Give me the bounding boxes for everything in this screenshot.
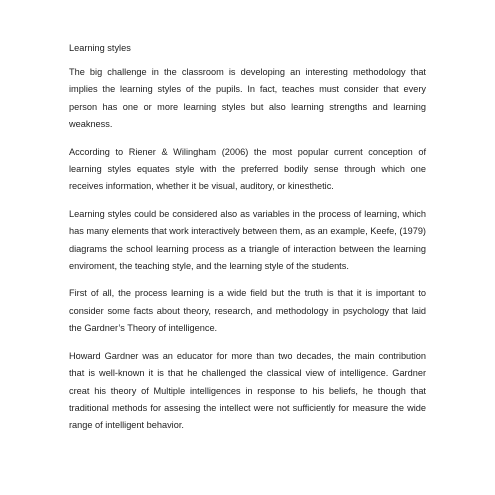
section-heading: Learning styles xyxy=(69,43,131,53)
paragraph-riener-wilingham: According to Riener & Wilingham (2006) the most popular current conception of learning styles equates style with the preferred bodily sense through which one receives information, whether it be visual, auditory, or kinesthetic. xyxy=(69,146,426,192)
paragraph-howard-gardner: Howard Gardner was an educator for more than two decades, the main contribution that is well-known it is that he challenged the classical view of intelligence. Gardner creat his theory of Multiple intelligences in response to his beliefs, he though that traditional methods for assesing the intellect were not sufficiently for measure the wide range of intelligent behavior. xyxy=(69,350,426,431)
paragraph-first-of-all: First of all, the process learning is a wide field but the truth is that it is important to consider some facts about theory, research, and methodology in psychology that laid the Gardner’s Theory of intelligence. xyxy=(69,288,426,334)
paragraph-variables: Learning styles could be considered also as variables in the process of learning, which has many elements that work interactively between them, as an example, Keefe, (1979) diagrams the school learning process as a triangle of interaction between the learning enviroment, the teaching style, and the learning style of the students. xyxy=(69,208,426,272)
document-body xyxy=(69,42,426,445)
paragraph-challenge: The big challenge in the classroom is developing an interesting methodology that implies the learning styles of the pupils. In fact, teaches must consider that every person has one or more learning styles but also learning strengths and learning weakness. xyxy=(69,67,426,130)
